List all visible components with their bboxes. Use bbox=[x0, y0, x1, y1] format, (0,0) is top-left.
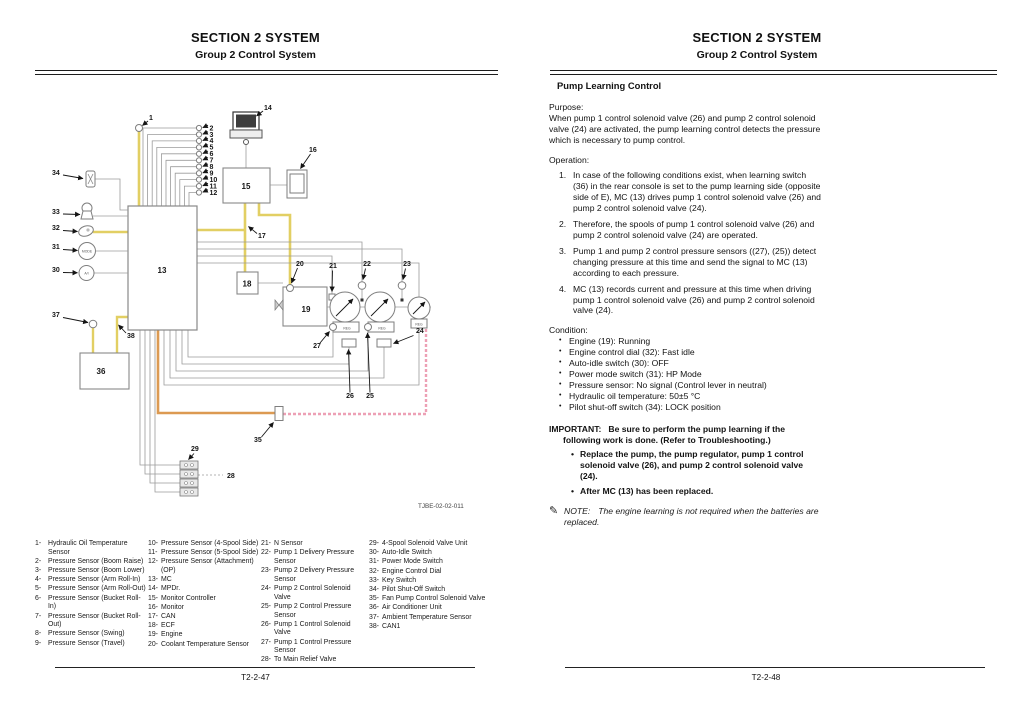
legend-item-label: Engine bbox=[161, 631, 183, 639]
ac-unit-box bbox=[80, 353, 129, 389]
legend-item bbox=[148, 613, 260, 622]
note-text: The engine learning is not required when the batteries are replaced. bbox=[564, 506, 819, 527]
group-title: Group 2 Control System bbox=[696, 49, 818, 61]
bullet-glyph: • bbox=[571, 486, 575, 497]
bullet-text: Engine (19): Running bbox=[569, 336, 651, 347]
svg-text:1: 1 bbox=[149, 115, 153, 122]
legend-item bbox=[148, 549, 260, 558]
footer-rule bbox=[565, 667, 985, 668]
bullet-glyph: • bbox=[571, 449, 575, 460]
svg-text:36: 36 bbox=[96, 367, 106, 376]
legend-item-number: 2- bbox=[35, 557, 42, 565]
pilot-shutoff-switch-icon bbox=[86, 171, 128, 210]
legend-item-number: 4- bbox=[35, 576, 42, 584]
group-title: Group 2 Control System bbox=[195, 49, 316, 61]
legend-item-number: 1- bbox=[35, 540, 42, 547]
svg-text:6: 6 bbox=[209, 151, 214, 159]
svg-text:A/I: A/I bbox=[84, 271, 89, 276]
legend-item-label: ECF bbox=[161, 622, 175, 630]
engine-box bbox=[275, 285, 327, 327]
condition-item bbox=[559, 336, 821, 347]
header-rule bbox=[35, 70, 498, 75]
legend-item-number: 17- bbox=[148, 613, 158, 620]
pump-group bbox=[327, 282, 431, 347]
legend-item bbox=[369, 586, 487, 595]
condition-item bbox=[559, 369, 821, 380]
legend-item-number: 21- bbox=[261, 540, 271, 547]
svg-text:19: 19 bbox=[301, 305, 311, 314]
legend-item-number: 26- bbox=[261, 620, 271, 628]
legend-item-label: Pump 2 Control Solenoid Valve bbox=[274, 584, 351, 601]
legend-item-number: 33- bbox=[369, 576, 379, 584]
legend-item-number: 38- bbox=[369, 622, 379, 630]
legend-item bbox=[35, 585, 147, 594]
legend-item-number: 19- bbox=[148, 631, 158, 639]
page-number: T2-2-48 bbox=[751, 673, 781, 682]
legend-item-label: Air Conditioner Unit bbox=[382, 604, 442, 612]
control-system-diagram bbox=[30, 95, 500, 545]
legend-item-label: Pressure Sensor (Boom Lower) bbox=[48, 567, 145, 575]
mc-box bbox=[128, 206, 197, 330]
page-number: T2-2-47 bbox=[241, 673, 270, 682]
svg-text:4: 4 bbox=[209, 138, 214, 146]
note-label: NOTE: bbox=[564, 506, 591, 517]
legend-item-number: 5- bbox=[35, 585, 42, 593]
bullet-glyph: • bbox=[559, 359, 562, 367]
legend-item-number: 16- bbox=[148, 603, 158, 611]
legend-item bbox=[369, 604, 487, 613]
operation-list bbox=[549, 170, 821, 316]
legend-item-number: 34- bbox=[369, 585, 379, 593]
svg-text:16: 16 bbox=[309, 147, 317, 154]
svg-text:22: 22 bbox=[363, 261, 371, 268]
legend-item-number: 6- bbox=[35, 594, 42, 602]
svg-text:5: 5 bbox=[209, 144, 214, 152]
legend-item bbox=[148, 641, 260, 650]
legend-item-number: 8- bbox=[35, 630, 42, 638]
svg-text:33: 33 bbox=[52, 209, 60, 216]
legend-item-number: 10- bbox=[148, 540, 158, 547]
svg-text:15: 15 bbox=[241, 182, 251, 191]
power-mode-switch-icon bbox=[79, 243, 129, 260]
legend-item-label: MPDr. bbox=[161, 585, 181, 593]
legend-item-label: CAN bbox=[161, 613, 176, 620]
legend-item-label: Pressure Sensor (Travel) bbox=[48, 639, 125, 647]
svg-text:31: 31 bbox=[52, 244, 60, 251]
condition-list bbox=[549, 336, 821, 412]
legend-item bbox=[148, 585, 260, 594]
important-note bbox=[549, 424, 821, 446]
engine-control-dial-icon bbox=[77, 224, 94, 238]
legend-item-number: 13- bbox=[148, 576, 158, 584]
svg-text:38: 38 bbox=[127, 333, 135, 340]
bullet-glyph: • bbox=[559, 369, 562, 377]
legend-item-label: Pressure Sensor (Swing) bbox=[48, 630, 125, 638]
legend-item-number: 7- bbox=[35, 612, 42, 620]
condition-item bbox=[559, 402, 821, 413]
legend-column-2 bbox=[148, 540, 260, 650]
bullet-text: After MC (13) has been replaced. bbox=[580, 486, 714, 497]
svg-text:11: 11 bbox=[209, 183, 217, 191]
spool-solenoid-valve-unit bbox=[180, 461, 198, 496]
pump2-delivery-pressure-sensor bbox=[398, 282, 406, 290]
important-bullet-list bbox=[549, 449, 821, 497]
legend-item bbox=[261, 603, 368, 620]
condition-item bbox=[559, 347, 821, 358]
step-number: 4. bbox=[559, 283, 567, 294]
legend-item-label: Pilot Shut-Off Switch bbox=[382, 585, 446, 593]
purpose-paragraph: When pump 1 control solenoid valve (26) and pump 2 control solenoid valve (24) are activated, the pump learning control detects the pressure which is necessary to pump control. bbox=[549, 112, 821, 145]
legend-item-label: Pump 1 Control Solenoid Valve bbox=[274, 620, 351, 637]
legend-item bbox=[261, 540, 368, 549]
page-right bbox=[512, 0, 1023, 722]
svg-text:8: 8 bbox=[209, 164, 214, 171]
pump1-delivery-pressure-sensor bbox=[358, 282, 366, 290]
svg-text:37: 37 bbox=[52, 312, 60, 319]
legend-item-label: N Sensor bbox=[274, 540, 303, 547]
pump1-control-pressure-sensor bbox=[330, 324, 337, 331]
important-bullet bbox=[571, 449, 821, 482]
svg-text:13: 13 bbox=[157, 266, 167, 275]
bullet-glyph: • bbox=[559, 402, 562, 410]
step-text: Therefore, the spools of pump 1 control solenoid valve (26) and pump 2 control solenoid valve (24) are operated. bbox=[573, 219, 815, 240]
legend-item bbox=[369, 568, 487, 577]
legend-item-number: 36- bbox=[369, 604, 379, 612]
legend-item-label: 4-Spool Solenoid Valve Unit bbox=[382, 540, 468, 547]
legend-item-label: Power Mode Switch bbox=[382, 558, 443, 566]
laptop-icon bbox=[230, 112, 262, 168]
important-label: IMPORTANT: bbox=[549, 423, 602, 434]
page-header bbox=[0, 30, 511, 61]
regulator-harness bbox=[164, 328, 419, 385]
pump2-control-solenoid-valve bbox=[377, 339, 391, 347]
legend-item-number: 32- bbox=[369, 567, 379, 575]
fan-solenoid-connector bbox=[275, 407, 283, 421]
legend-item-label: Fan Pump Control Solenoid Valve bbox=[382, 595, 486, 603]
step-number: 3. bbox=[559, 245, 567, 256]
figure-code: TJBE-02-02-011 bbox=[418, 503, 464, 510]
legend-item-number: 14- bbox=[148, 585, 158, 593]
legend-item bbox=[261, 656, 368, 665]
svg-text:23: 23 bbox=[403, 261, 411, 268]
bullet-text: Pressure sensor: No signal (Control lever in neutral) bbox=[569, 379, 767, 390]
svg-text:10: 10 bbox=[209, 176, 218, 184]
bullet-glyph: • bbox=[559, 380, 562, 388]
legend-item-label: Pressure Sensor (Arm Roll-Out) bbox=[48, 585, 146, 593]
legend-item-number: 31- bbox=[369, 558, 379, 566]
legend-item-number: 37- bbox=[369, 613, 379, 621]
legend-item-label: Monitor bbox=[161, 603, 184, 611]
legend-item bbox=[35, 595, 147, 612]
legend-item-label: Engine Control Dial bbox=[382, 567, 442, 575]
legend-item-label: Pressure Sensor (5-Spool Side) bbox=[161, 549, 259, 557]
bullet-text: Replace the pump, the pump regulator, pump 1 control solenoid valve (26), and pump 2 control solenoid valve (24). bbox=[580, 449, 804, 482]
legend-item-number: 22- bbox=[261, 549, 271, 557]
header-rule bbox=[550, 70, 997, 75]
svg-text:REG: REG bbox=[378, 326, 386, 331]
legend-item-number: 24- bbox=[261, 584, 271, 592]
legend-item-number: 25- bbox=[261, 602, 271, 610]
svg-text:30: 30 bbox=[52, 267, 60, 274]
sensor-harness bbox=[143, 128, 196, 206]
svg-text:14: 14 bbox=[264, 105, 272, 112]
legend-item bbox=[148, 631, 260, 640]
page-left bbox=[0, 0, 511, 722]
operation-step bbox=[559, 170, 821, 214]
bullet-glyph: • bbox=[559, 391, 562, 399]
fan-icon bbox=[275, 300, 279, 310]
step-number: 2. bbox=[559, 219, 567, 230]
svg-text:17: 17 bbox=[258, 233, 266, 240]
legend-item bbox=[148, 604, 260, 613]
legend-item bbox=[369, 558, 487, 567]
condition-item bbox=[559, 380, 821, 391]
legend-item-number: 11- bbox=[148, 549, 158, 557]
legend-item-label: MC bbox=[161, 576, 172, 584]
legend-item-number: 28- bbox=[261, 656, 271, 664]
legend-item-label: Pressure Sensor (Arm Roll-In) bbox=[48, 576, 141, 584]
condition-label: Condition: bbox=[549, 325, 588, 336]
legend-item bbox=[35, 558, 147, 567]
legend-item-number: 30- bbox=[369, 549, 379, 557]
bullet-glyph: • bbox=[559, 348, 562, 356]
step-text: MC (13) records current and pressure at this time when driving pump 1 control solenoid valve (26) and pump 2 control solenoid valve (24). bbox=[573, 283, 815, 316]
svg-text:32: 32 bbox=[52, 225, 60, 232]
legend-item-label: Pump 2 Control Pressure Sensor bbox=[274, 602, 352, 619]
legend-item-label: Hydraulic Oil Temperature Sensor bbox=[48, 540, 128, 556]
svg-text:MODE: MODE bbox=[81, 249, 93, 254]
legend-item-label: Auto-Idle Switch bbox=[382, 549, 432, 557]
legend-item bbox=[261, 585, 368, 602]
legend-item bbox=[148, 576, 260, 585]
legend-item bbox=[35, 540, 147, 557]
condition-item bbox=[559, 391, 821, 402]
svg-text:21: 21 bbox=[329, 263, 337, 270]
auto-idle-switch-icon bbox=[79, 266, 128, 281]
legend-item bbox=[148, 622, 260, 631]
legend-item-number: 12- bbox=[148, 558, 158, 566]
section-title: SECTION 2 SYSTEM bbox=[692, 30, 822, 45]
legend-item-label: Pressure Sensor (Attachment) (OP) bbox=[161, 558, 254, 575]
legend-item bbox=[369, 614, 487, 623]
legend-item-number: 15- bbox=[148, 594, 158, 602]
svg-text:12: 12 bbox=[209, 189, 218, 197]
orange-supply-line bbox=[158, 330, 275, 413]
operation-step bbox=[559, 219, 821, 241]
legend-item bbox=[261, 567, 368, 584]
monitor-box bbox=[270, 170, 307, 198]
ambient-temp-sensor bbox=[89, 320, 97, 328]
svg-text:9: 9 bbox=[209, 170, 214, 178]
legend-item bbox=[369, 540, 487, 549]
legend-item-label: CAN1 bbox=[382, 622, 401, 630]
legend-item-number: 9- bbox=[35, 639, 42, 647]
sensor-terminals bbox=[136, 125, 202, 196]
footer-rule bbox=[55, 667, 475, 668]
svg-text:34: 34 bbox=[52, 170, 60, 177]
legend-column-3 bbox=[261, 540, 368, 666]
legend-item bbox=[369, 577, 487, 586]
bullet-text: Engine control dial (32): Fast idle bbox=[569, 347, 695, 358]
pump1-control-solenoid-valve bbox=[342, 339, 356, 347]
svg-text:20: 20 bbox=[296, 261, 304, 268]
legend-item-label: Pressure Sensor (Boom Raise) bbox=[48, 557, 144, 565]
operation-step bbox=[559, 284, 821, 317]
bullet-text: Pilot shut-off switch (34): LOCK position bbox=[569, 401, 721, 412]
svg-text:18: 18 bbox=[242, 279, 252, 289]
important-text: Be sure to perform the pump learning if the following work is done. (Refer to Troubleshooting.) bbox=[563, 423, 786, 445]
svg-text:25: 25 bbox=[366, 393, 374, 400]
legend-item-label: Pressure Sensor (4-Spool Side) bbox=[161, 540, 259, 547]
legend-item-number: 18- bbox=[148, 622, 158, 630]
legend-item-label: Pump 1 Control Pressure Sensor bbox=[274, 638, 352, 655]
legend-item-label: Monitor Controller bbox=[161, 594, 216, 602]
legend-item-label: To Main Relief Valve bbox=[274, 656, 337, 664]
operation-step bbox=[559, 246, 821, 279]
svg-text:2: 2 bbox=[209, 125, 214, 133]
legend-item bbox=[148, 540, 260, 549]
topic-title: Pump Learning Control bbox=[557, 80, 662, 91]
legend-item-number: 27- bbox=[261, 638, 271, 646]
legend-item-number: 20- bbox=[148, 640, 158, 648]
legend-item-label: Pressure Sensor (Bucket Roll-Out) bbox=[48, 612, 141, 629]
svg-text:26: 26 bbox=[346, 393, 354, 400]
legend-column-1 bbox=[35, 540, 147, 649]
svg-text:28: 28 bbox=[227, 473, 235, 480]
step-number: 1. bbox=[559, 170, 567, 181]
section-title: SECTION 2 SYSTEM bbox=[191, 30, 320, 45]
legend-item bbox=[369, 549, 487, 558]
svg-text:29: 29 bbox=[191, 446, 199, 453]
condition-item bbox=[559, 358, 821, 369]
operation-label: Operation: bbox=[549, 154, 590, 165]
note-block bbox=[549, 506, 821, 528]
legend-item-number: 35- bbox=[369, 595, 379, 603]
purpose-label: Purpose: bbox=[549, 101, 584, 112]
pump2-control-pressure-sensor bbox=[365, 324, 372, 331]
legend-item bbox=[261, 549, 368, 566]
key-switch-icon bbox=[81, 203, 128, 219]
pen-icon: ✎ bbox=[549, 505, 559, 518]
legend-item-label: Pump 1 Delivery Pressure Sensor bbox=[274, 549, 355, 565]
monitor-controller-box bbox=[223, 168, 270, 203]
svg-text:REG: REG bbox=[343, 326, 351, 331]
legend-column-4 bbox=[369, 540, 487, 632]
svg-text:35: 35 bbox=[254, 437, 262, 444]
legend-item-label: Ambient Temperature Sensor bbox=[382, 613, 472, 621]
bullet-glyph: • bbox=[559, 337, 562, 345]
legend-item bbox=[35, 576, 147, 585]
legend-item-number: 29- bbox=[369, 540, 379, 547]
svg-text:REG: REG bbox=[415, 322, 423, 327]
legend-item bbox=[35, 613, 147, 630]
legend-item bbox=[261, 621, 368, 638]
svg-text:3: 3 bbox=[209, 131, 214, 139]
svg-text:27: 27 bbox=[313, 343, 321, 350]
legend-item-label: Key Switch bbox=[382, 576, 417, 584]
legend-item-label: Pump 2 Delivery Pressure Sensor bbox=[274, 567, 355, 583]
bullet-text: Auto-idle switch (30): OFF bbox=[569, 358, 669, 369]
bullet-text: Power mode switch (31): HP Mode bbox=[569, 368, 702, 379]
legend-item-label: Pressure Sensor (Bucket Roll-In) bbox=[48, 594, 141, 611]
body-text bbox=[549, 80, 821, 528]
bullet-text: Hydraulic oil temperature: 50±5 °C bbox=[569, 390, 701, 401]
fan-icon bbox=[279, 300, 283, 310]
legend-item bbox=[148, 558, 260, 575]
important-bullet bbox=[571, 486, 821, 497]
ecf-box bbox=[237, 272, 283, 294]
legend-item bbox=[261, 639, 368, 656]
svg-text:24: 24 bbox=[416, 328, 424, 335]
legend-item bbox=[369, 623, 487, 632]
coolant-temp-sensor bbox=[287, 285, 294, 292]
legend-item-number: 3- bbox=[35, 567, 42, 575]
legend-item bbox=[148, 595, 260, 604]
page-header bbox=[512, 30, 1002, 61]
step-text: Pump 1 and pump 2 control pressure sensors ((27), (25)) detect changing pressure at this time and send the signal to MC (13) according to each pressure. bbox=[573, 245, 817, 278]
step-text: In case of the following conditions exist, when learning switch (36) in the rear console is set to the pump learning side (opposite side of E), MC (13) drives pump 1 control solenoid valve (26) and pump 2 control solenoid valve (24). bbox=[573, 170, 821, 214]
legend-item bbox=[35, 640, 147, 649]
legend-item-label: Coolant Temperature Sensor bbox=[161, 640, 249, 648]
legend-item bbox=[35, 567, 147, 576]
svg-text:7: 7 bbox=[209, 157, 214, 165]
legend-item bbox=[369, 595, 487, 604]
legend-item bbox=[35, 630, 147, 639]
legend-item-number: 23- bbox=[261, 567, 271, 575]
